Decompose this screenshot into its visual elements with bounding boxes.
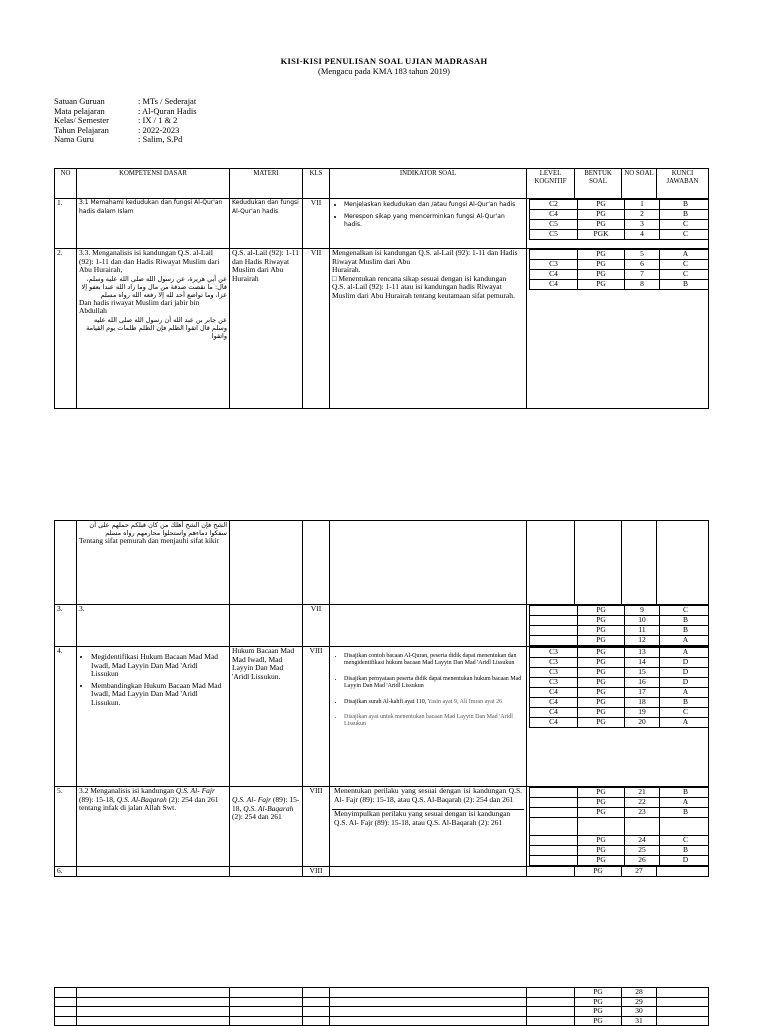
sub-row (530, 658, 709, 668)
sub-row (530, 210, 709, 220)
table-row (55, 1016, 709, 1026)
sub-cell (527, 249, 709, 409)
kunci-cell (657, 521, 709, 605)
indikator-item: • Menjelaskan kedudukan dan /atau fungsi Al-Qur'an hadis (344, 201, 524, 210)
no-soal-cell: 12 (625, 636, 660, 646)
kunci-cell: C (660, 708, 709, 718)
level-cell: C3 (530, 678, 578, 688)
table-row (55, 647, 709, 787)
kd-text: Q.S. Al- Fajr (175, 786, 215, 795)
kunci-cell: A (660, 250, 709, 260)
table-row (55, 988, 709, 998)
row-no: 6. (55, 867, 77, 877)
kunci-cell (657, 997, 709, 1007)
bentuk-cell (575, 521, 622, 605)
identity-block (54, 97, 197, 145)
kunci-cell: B (660, 846, 709, 856)
bentuk-cell: PG (578, 718, 625, 728)
bentuk-cell: PG (578, 636, 625, 646)
row-no (55, 1007, 77, 1017)
kd-text: 3.2 Menganalisis isi kandungan (79, 786, 176, 795)
kd-text (77, 1007, 230, 1017)
bentuk-cell: PG (578, 688, 625, 698)
bentuk-cell: PG (575, 997, 622, 1007)
kisi-table-page3 (54, 987, 709, 1026)
row-no: 1. (55, 199, 77, 249)
level-cell: C4 (530, 708, 578, 718)
materi-text: (2): 254 dan 261 (232, 812, 282, 822)
no-soal-cell: 3 (625, 220, 660, 230)
no-soal-cell: 17 (625, 688, 660, 698)
indikator-item: • Merespon sikap yang mencerminkan fungsi Al-Qur'an hadis. (344, 213, 524, 230)
no-soal-cell: 1 (625, 200, 660, 210)
kunci-cell (657, 1016, 709, 1026)
materi-cell (230, 787, 303, 867)
bentuk-cell: PG (578, 846, 625, 856)
kunci-cell: B (660, 280, 709, 290)
col-header-bentuk: BENTUK SOAL (575, 169, 622, 199)
sub-row (530, 260, 709, 270)
no-soal-cell: 25 (625, 846, 660, 856)
bentuk-cell: PG (578, 808, 625, 818)
kunci-cell (657, 867, 709, 877)
sub-table (529, 249, 709, 290)
kd-text: (89): 15-18, (79, 794, 117, 804)
sub-table (529, 647, 709, 728)
level-cell (527, 1016, 575, 1026)
document-subtitle: (Mengacu pada KMA 183 tahun 2019) (318, 66, 450, 76)
level-cell: C4 (530, 698, 578, 708)
no-soal-cell: 20 (625, 718, 660, 728)
sub-row (530, 708, 709, 718)
bentuk-cell: PG (578, 250, 625, 260)
identity-key: Satuan Guruan (54, 96, 105, 106)
kls-text (303, 997, 330, 1007)
kd-text: 3.1 Memahami kedudukan dan fungsi Al-Qur'an hadis dalam Islam (77, 199, 230, 249)
indikator-text: Yasin ayat 9, Ali Imran ayat 26 (427, 698, 503, 705)
col-header-materi: MATERI (230, 169, 303, 199)
kls-text: VIII (303, 867, 330, 877)
level-cell (530, 626, 578, 636)
kls-text: VIII (303, 787, 330, 867)
bentuk-cell: PG (578, 708, 625, 718)
col-header-no: NO (55, 169, 77, 199)
kunci-cell: D (660, 658, 709, 668)
col-header-kls: KLS (303, 169, 330, 199)
kunci-cell: B (660, 210, 709, 220)
kls-text (303, 1007, 330, 1017)
level-cell (530, 836, 578, 846)
sub-table (529, 787, 709, 866)
materi-text (230, 867, 303, 877)
level-cell (530, 808, 578, 818)
bentuk-cell: PG (578, 210, 625, 220)
identity-value: : IX / 1 & 2 (138, 115, 178, 126)
bentuk-cell (578, 818, 625, 836)
kd-text (77, 1016, 230, 1026)
indikator-text: Disajikan surah Al-kahfi ayat 110, (344, 698, 427, 705)
identity-value: : Al-Quran Hadis (138, 105, 197, 116)
kd-text: (2): 254 dan 261 tentang infak di jalan Allah Swt. (79, 794, 219, 813)
sub-table (529, 605, 709, 646)
level-cell (527, 988, 575, 998)
row-no (55, 988, 77, 998)
level-cell: C4 (530, 718, 578, 728)
no-soal-cell: 19 (625, 708, 660, 718)
level-cell: C4 (530, 270, 578, 280)
indikator-item: • Disajikan contoh bacaan Al-Quran, peserta didik dapat menentukan dan mengidentifikasi hukum bacaan Mad Layyin Dan Mad 'Aridl Lissukun (344, 653, 524, 668)
indikator-cell (330, 988, 527, 998)
bentuk-cell: PG (575, 988, 622, 998)
kunci-cell: C (660, 230, 709, 240)
no-soal-cell: 30 (622, 1007, 657, 1017)
kd-text: Tentang sifat pemurah dan menjauhi sifat kikir (79, 536, 220, 545)
no-soal-cell: 8 (625, 280, 660, 290)
level-cell (530, 616, 578, 626)
col-header-kunci: KUNCI JAWABAN (657, 169, 709, 199)
level-cell (527, 867, 575, 877)
bentuk-cell: PG (575, 1016, 622, 1026)
document-title: KISI-KISI PENULISAN SOAL UJIAN MADRASAH (280, 56, 488, 66)
indikator-item: Menentukan perilaku yang sesuai dengan isi kandungan Q.S. Al- Fajr (89): 15-18, atau Q.S. Al-Baqarah (2): 254 dan 261 (332, 787, 524, 810)
indikator-cell (330, 787, 527, 867)
level-cell: C2 (530, 200, 578, 210)
row-no: 4. (55, 647, 77, 787)
materi-text: Kedudukan dan fungsi Al-Qur'an hadis (230, 199, 303, 249)
row-no: 2. (55, 249, 77, 409)
sub-row (530, 616, 709, 626)
identity-key: Kelas/ Semester (54, 115, 109, 126)
sub-row (530, 836, 709, 846)
sub-row (530, 636, 709, 646)
kunci-cell: A (660, 718, 709, 728)
sub-cell (527, 647, 709, 787)
row-no: 3. (55, 605, 77, 647)
indikator-item (344, 699, 524, 706)
sub-row (530, 856, 709, 866)
indikator-cell (330, 997, 527, 1007)
indikator-item: Hurairah. (332, 265, 361, 275)
sub-table (529, 199, 709, 240)
bentuk-cell: PGK (578, 230, 625, 240)
indikator-cell (330, 199, 527, 249)
level-cell (527, 997, 575, 1007)
bentuk-cell: PG (578, 668, 625, 678)
kunci-cell: C (660, 836, 709, 846)
row-no: 5. (55, 787, 77, 867)
sub-row (530, 668, 709, 678)
indikator-item: □ Menentukan rencana sikap sesuai dengan isi kandungan (332, 273, 507, 283)
table-row (55, 605, 709, 647)
kls-text (303, 988, 330, 998)
no-soal-cell: 26 (625, 856, 660, 866)
table-row (55, 997, 709, 1007)
no-soal-cell (622, 521, 657, 605)
no-soal-cell: 18 (625, 698, 660, 708)
kls-text (303, 1016, 330, 1026)
level-cell (530, 788, 578, 798)
row-no (55, 997, 77, 1007)
kd-text: Dan hadis riwayat Muslim dari jabir bin Abdullah (79, 297, 200, 316)
kd-text (77, 867, 230, 877)
identity-key: Tahun Pelajaran (54, 124, 109, 135)
bentuk-cell: PG (578, 280, 625, 290)
sub-row (530, 788, 709, 798)
level-cell (530, 250, 578, 260)
col-header-indikator: INDIKATOR SOAL (330, 169, 527, 199)
no-soal-cell: 27 (622, 867, 657, 877)
kunci-cell: A (660, 798, 709, 808)
level-cell (527, 1007, 575, 1017)
sub-cell (527, 787, 709, 867)
level-cell: C3 (530, 648, 578, 658)
no-soal-cell: 2 (625, 210, 660, 220)
no-soal-cell: 24 (625, 836, 660, 846)
bentuk-cell: PG (578, 260, 625, 270)
indikator-cell (330, 521, 527, 605)
no-soal-cell: 9 (625, 606, 660, 616)
kd-cell (77, 249, 230, 409)
level-cell: C5 (530, 220, 578, 230)
identity-value: : 2022-2023 (138, 124, 180, 135)
kd-cell (77, 787, 230, 867)
level-cell (530, 798, 578, 808)
level-cell (530, 846, 578, 856)
no-soal-cell: 22 (625, 798, 660, 808)
sub-row (530, 798, 709, 808)
level-cell: C4 (530, 210, 578, 220)
table-header-row (55, 169, 709, 199)
indikator-item: • Disajikan ayat untuk menentukan bacaan Mad Layyin Dan Mad 'Aridl Lissukun (344, 714, 524, 729)
kunci-cell: D (660, 856, 709, 866)
bentuk-cell: PG (578, 856, 625, 866)
sub-row (530, 718, 709, 728)
no-soal-cell: 4 (625, 230, 660, 240)
kisi-table-page1 (54, 168, 709, 409)
level-cell (530, 818, 578, 836)
no-soal-cell: 23 (625, 808, 660, 818)
kls-text: VII (303, 249, 330, 409)
materi-text: Q.S. Al- Fajr (232, 795, 272, 804)
sub-row (530, 648, 709, 658)
sub-row (530, 270, 709, 280)
row-no (55, 1016, 77, 1026)
no-soal-cell: 15 (625, 668, 660, 678)
indikator-item: Mengenalkan isi kandungan Q.S. al-Lail (92): 1-11 dan Hadis Riwayat Muslim dari Abu (332, 248, 518, 266)
indikator-cell (330, 647, 527, 787)
kd-item: • Megidentifikasi Hukum Bacaan Mad Mad Iwadl, Mad Layyin Dan Mad 'Aridl Lissukun (91, 653, 227, 679)
no-soal-cell: 6 (625, 260, 660, 270)
sub-row (530, 678, 709, 688)
no-soal-cell: 13 (625, 648, 660, 658)
level-cell (530, 636, 578, 646)
sub-row (530, 688, 709, 698)
indikator-item: Menyimpulkan perilaku yang sesuai dengan isi kandungan Q.S. Al- Fajr (89): 15-18, atau Q.S. Al-Baqarah (2): 261 (334, 809, 511, 827)
bentuk-cell: PG (578, 648, 625, 658)
sub-row (530, 220, 709, 230)
indikator-cell (330, 1007, 527, 1017)
level-cell: C3 (530, 658, 578, 668)
materi-text (230, 1016, 303, 1026)
level-cell (530, 856, 578, 866)
col-header-no-soal: NO SOAL (622, 169, 657, 199)
bentuk-cell: PG (578, 626, 625, 636)
kunci-cell: A (660, 688, 709, 698)
bentuk-cell: PG (578, 658, 625, 668)
sub-row (530, 606, 709, 616)
kd-text: 3. (77, 605, 230, 647)
kunci-cell: C (660, 606, 709, 616)
kd-arabic: عن أبي هريرة، عن رسول الله صلى الله عليه وسلم، قال: ما نقصت صدقة من مال وما زاد الله عبدا بعفو إلا عزا، وما تواضع أحد لله إلا رفعه الله رواه مسلم (81, 274, 227, 299)
kunci-cell: B (660, 808, 709, 818)
indikator-cell (330, 605, 527, 647)
kunci-cell: D (660, 678, 709, 688)
kd-text: Q.S. Al-Baqarah (116, 794, 167, 804)
identity-key: Mata pelajaran (54, 105, 105, 116)
bentuk-cell: PG (578, 698, 625, 708)
no-soal-cell: 29 (622, 997, 657, 1007)
kunci-cell (657, 988, 709, 998)
bentuk-cell: PG (578, 270, 625, 280)
kunci-cell: B (660, 616, 709, 626)
sub-row (530, 846, 709, 856)
materi-text (230, 997, 303, 1007)
bentuk-cell: PG (578, 616, 625, 626)
table-row (55, 867, 709, 877)
no-soal-cell: 31 (622, 1016, 657, 1026)
kd-cell (77, 521, 230, 605)
kls-text (303, 521, 330, 605)
sub-row (530, 626, 709, 636)
no-soal-cell: 16 (625, 678, 660, 688)
materi-text (230, 988, 303, 998)
indikator-cell (330, 867, 527, 877)
materi-text: Hukum Bacaan Mad Mad Iwadl, Mad Layyin Dan Mad 'Aridl Lissukun. (230, 647, 303, 787)
no-soal-cell: 5 (625, 250, 660, 260)
materi-text (230, 605, 303, 647)
kls-text: VII (303, 605, 330, 647)
sub-row (530, 250, 709, 260)
table-row (55, 1007, 709, 1017)
materi-text: (89): 15-18, (232, 795, 300, 813)
level-cell (530, 606, 578, 616)
kd-text: 3.3. Menganalisis isi kandungan Q.S. al-Lail (92): 1-11 dan dan Hadis Riwayat Muslim dari Abu Hurairah, (79, 248, 220, 275)
sub-row (530, 200, 709, 210)
kunci-cell: B (660, 788, 709, 798)
identity-value: : MTs / Sederajat (138, 96, 197, 106)
no-soal-cell: 10 (625, 616, 660, 626)
kunci-cell: A (660, 636, 709, 646)
bentuk-cell: PG (578, 220, 625, 230)
identity-value: : Salim, S.Pd (138, 134, 183, 145)
kunci-cell: C (660, 270, 709, 280)
no-soal-cell: 7 (625, 270, 660, 280)
no-soal-cell: 14 (625, 658, 660, 668)
sub-row (530, 698, 709, 708)
kunci-cell: B (660, 626, 709, 636)
identity-row (54, 135, 197, 145)
row-no (55, 521, 77, 605)
kd-text (77, 988, 230, 998)
kd-item: • Membandingkan Hukum Bacaan Mad Mad Iwadl, Mad Layyin Dan Mad 'Aridl Lissukun. (91, 682, 227, 708)
materi-text (230, 521, 303, 605)
kunci-cell: C (660, 220, 709, 230)
kunci-cell: A (660, 648, 709, 658)
sub-row (530, 280, 709, 290)
level-cell: C5 (530, 230, 578, 240)
bentuk-cell: PG (575, 867, 622, 877)
indikator-cell (330, 249, 527, 409)
identity-key: Nama Guru (54, 134, 94, 145)
table-row (55, 199, 709, 249)
kunci-cell: B (660, 698, 709, 708)
bentuk-cell: PG (578, 798, 625, 808)
no-soal-cell: 28 (622, 988, 657, 998)
materi-text (230, 1007, 303, 1017)
kd-cell (77, 647, 230, 787)
kls-text: VIII (303, 647, 330, 787)
level-cell (527, 521, 575, 605)
kd-text (77, 997, 230, 1007)
level-cell: C3 (530, 260, 578, 270)
bentuk-cell: PG (578, 836, 625, 846)
level-cell: C4 (530, 688, 578, 698)
bentuk-cell: PG (575, 1007, 622, 1017)
kd-arabic: عن جابر بن عبد الله أن رسول الله صلى الله عليه وسلم قال اتقوا الظلم فإن الظلم ظلمات يوم القيامة واتقوا (86, 315, 227, 340)
col-header-kd: KOMPETENSI DASAR (77, 169, 230, 199)
table-row (55, 521, 709, 605)
sub-row (530, 808, 709, 818)
materi-text: Q.S. Al-Baqarah (243, 803, 294, 813)
col-header-level: LEVEL KOGNITIF (527, 169, 575, 199)
level-cell: C4 (530, 280, 578, 290)
sub-row (530, 230, 709, 240)
materi-text: Q.S. al-Lail (92): 1-11 dan Hadis Riwayat Muslim dari Abu Hurairah (230, 249, 303, 409)
bentuk-cell: PG (578, 678, 625, 688)
bentuk-cell: PG (578, 788, 625, 798)
level-cell: C3 (530, 668, 578, 678)
kunci-cell: C (660, 260, 709, 270)
indikator-item: • Disajikan pernyataan peserta didik dapat menentukan hukum bacaan Mad Layyin Dan Mad 'Aridl Lissukun (344, 676, 524, 691)
table-row (55, 787, 709, 867)
kunci-cell (657, 1007, 709, 1017)
kls-text: VII (303, 199, 330, 249)
no-soal-cell: 21 (625, 788, 660, 798)
sub-row (530, 818, 709, 836)
sub-cell (527, 199, 709, 249)
no-soal-cell (625, 818, 660, 836)
indikator-item: Q.S. al-Lail (92): 1-11 atau isi kandungan hadis Riwayat Muslim dari Abu Hurairah tentang keutamaan sifat pemurah. (332, 282, 515, 300)
bentuk-cell: PG (578, 606, 625, 616)
kunci-cell: D (660, 668, 709, 678)
kunci-cell: B (660, 200, 709, 210)
indikator-cell (330, 1016, 527, 1026)
table-row (55, 249, 709, 409)
sub-cell (527, 605, 709, 647)
kunci-cell (660, 818, 709, 836)
bentuk-cell: PG (578, 200, 625, 210)
kd-arabic: الشح فإن الشح أهلك من كان قبلكم حملهم على أن سفكوا دماءهم واستحلوا محارمهم رواه مسلم (89, 521, 227, 537)
no-soal-cell: 11 (625, 626, 660, 636)
kisi-table-page2 (54, 520, 709, 877)
